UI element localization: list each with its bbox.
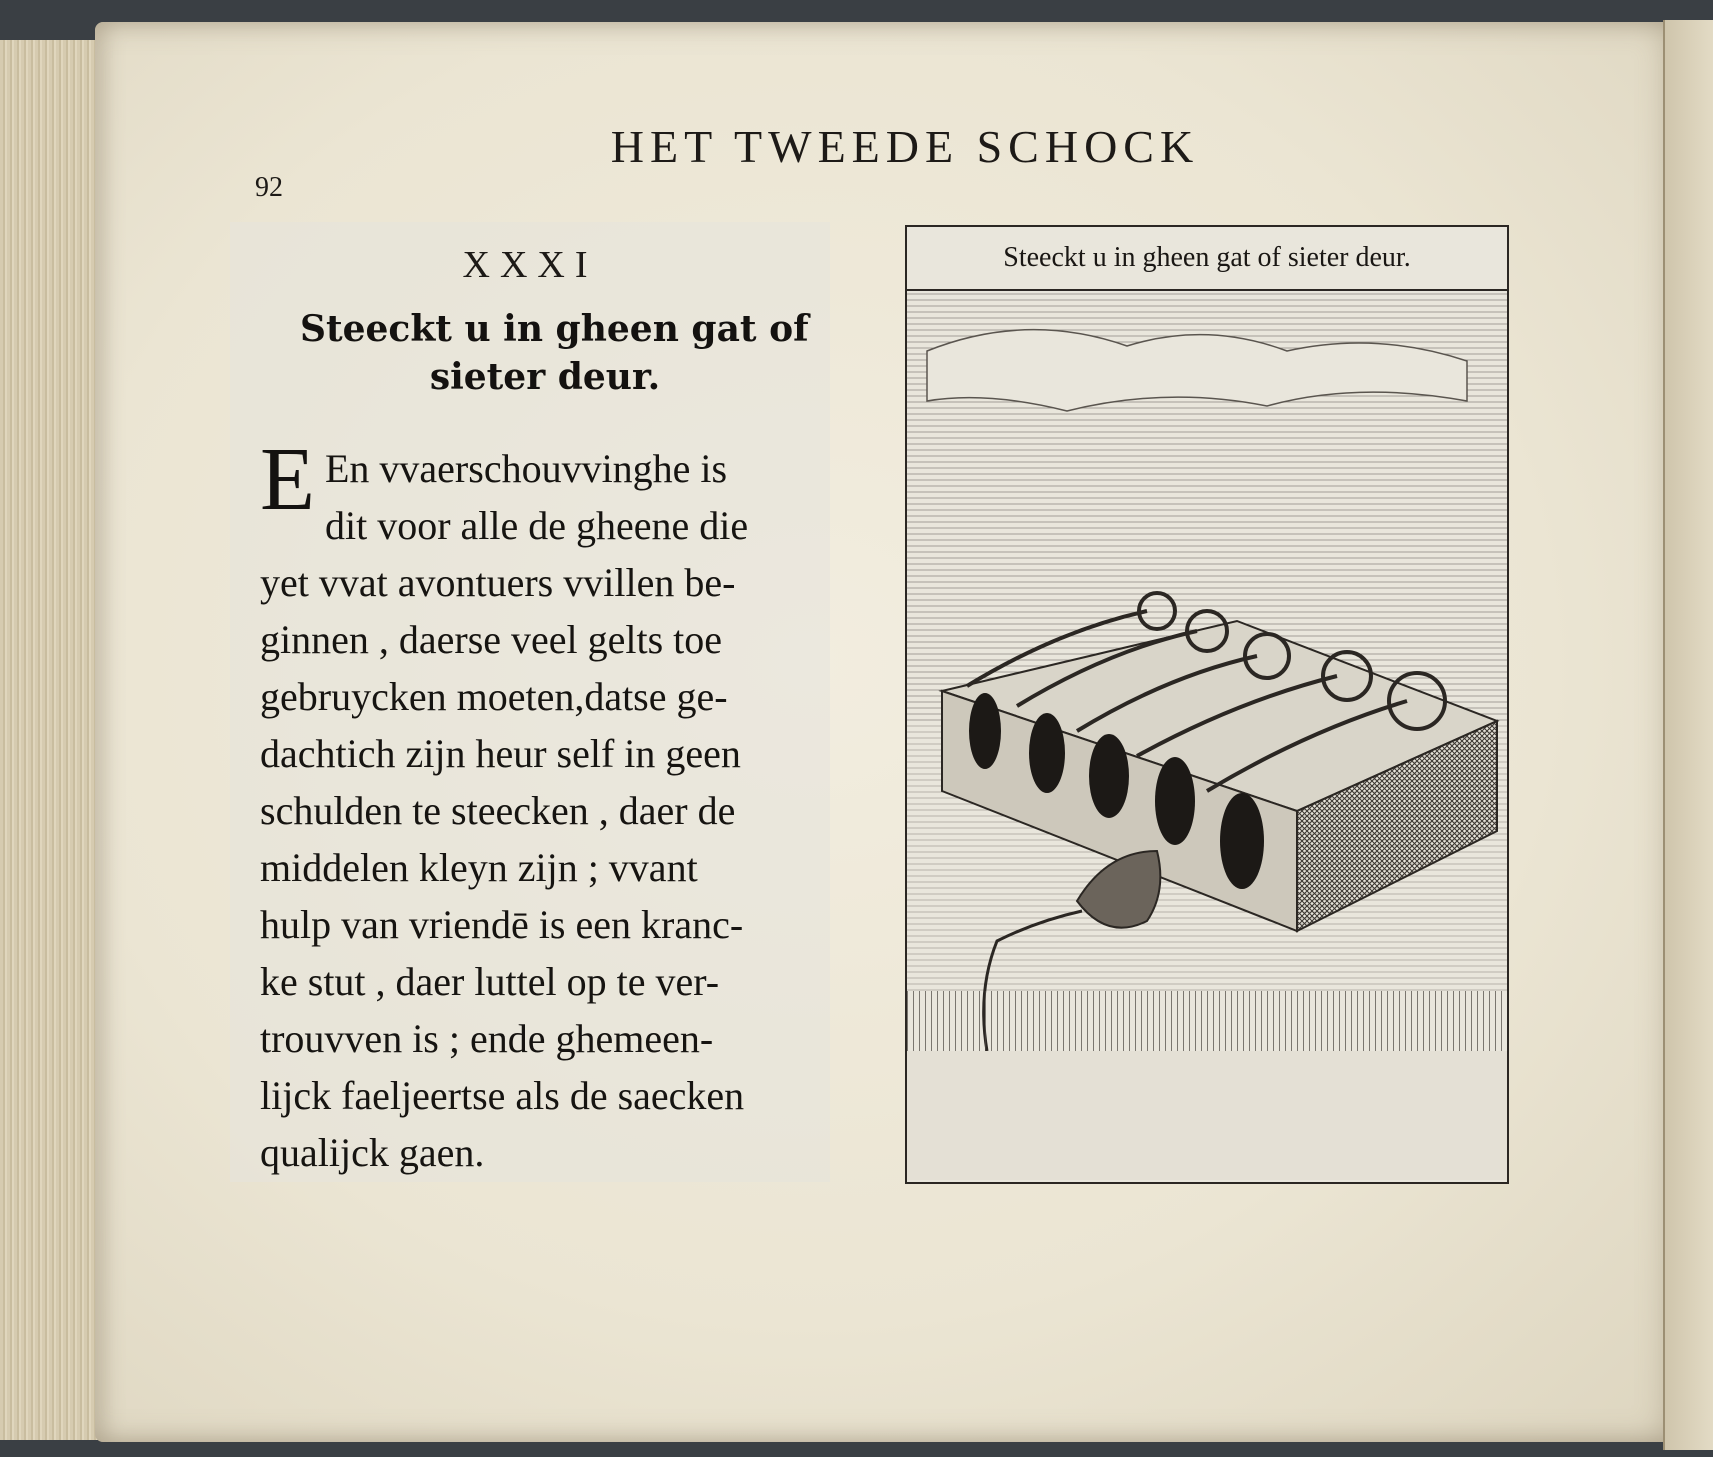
text-line: ginnen , daerse veel gelts toe — [260, 617, 723, 662]
running-title: HET TWEEDE SCHOCK — [610, 121, 1200, 172]
text-line: middelen kleyn zijn ; vvant — [260, 845, 698, 890]
drop-cap: E — [260, 430, 315, 529]
text-line: hulp van vriendē is een kranc- — [260, 902, 744, 947]
mousetrap-engraving — [907, 291, 1507, 1180]
text-line: yet vvat avontuers vvillen be- — [260, 560, 736, 605]
text-line: lijck faeljeertse als de saecken — [260, 1073, 745, 1118]
page-number: 92 — [255, 172, 283, 203]
text-line: trouvven is ; ende ghemeen- — [260, 1016, 714, 1061]
text-line: qualijck gaen. — [260, 1130, 485, 1175]
text-line: ke stut , daer luttel op te ver- — [260, 959, 720, 1004]
motto-line: Steeckt u in gheen gat of — [300, 308, 809, 350]
emblem-text — [260, 430, 850, 1181]
trap-hole — [969, 693, 1001, 769]
trap-hole — [1155, 757, 1195, 845]
text-line: dachtich zijn heur self in geen — [260, 731, 741, 776]
text-line: gebruycken moeten,datse ge- — [260, 674, 728, 719]
facing-page-edge — [1663, 20, 1713, 1450]
engraving-plate — [905, 225, 1509, 1184]
text-line: schulden te steecken , daer de — [260, 788, 736, 833]
emblem-number: XXXI — [462, 244, 598, 286]
table-face — [907, 1051, 1507, 1180]
trap-hole — [1029, 713, 1065, 793]
trap-hole — [1220, 793, 1264, 889]
emblem-motto — [300, 305, 809, 401]
text-line: En vvaerschouvvinghe is — [324, 446, 728, 491]
trap-hole — [1089, 734, 1129, 818]
plate-caption: Steeckt u in gheen gat of sieter deur. — [907, 227, 1507, 291]
table-edge — [907, 991, 1507, 1051]
text-line: dit voor alle de gheene die — [324, 503, 749, 548]
motto-line: sieter deur. — [429, 356, 661, 398]
